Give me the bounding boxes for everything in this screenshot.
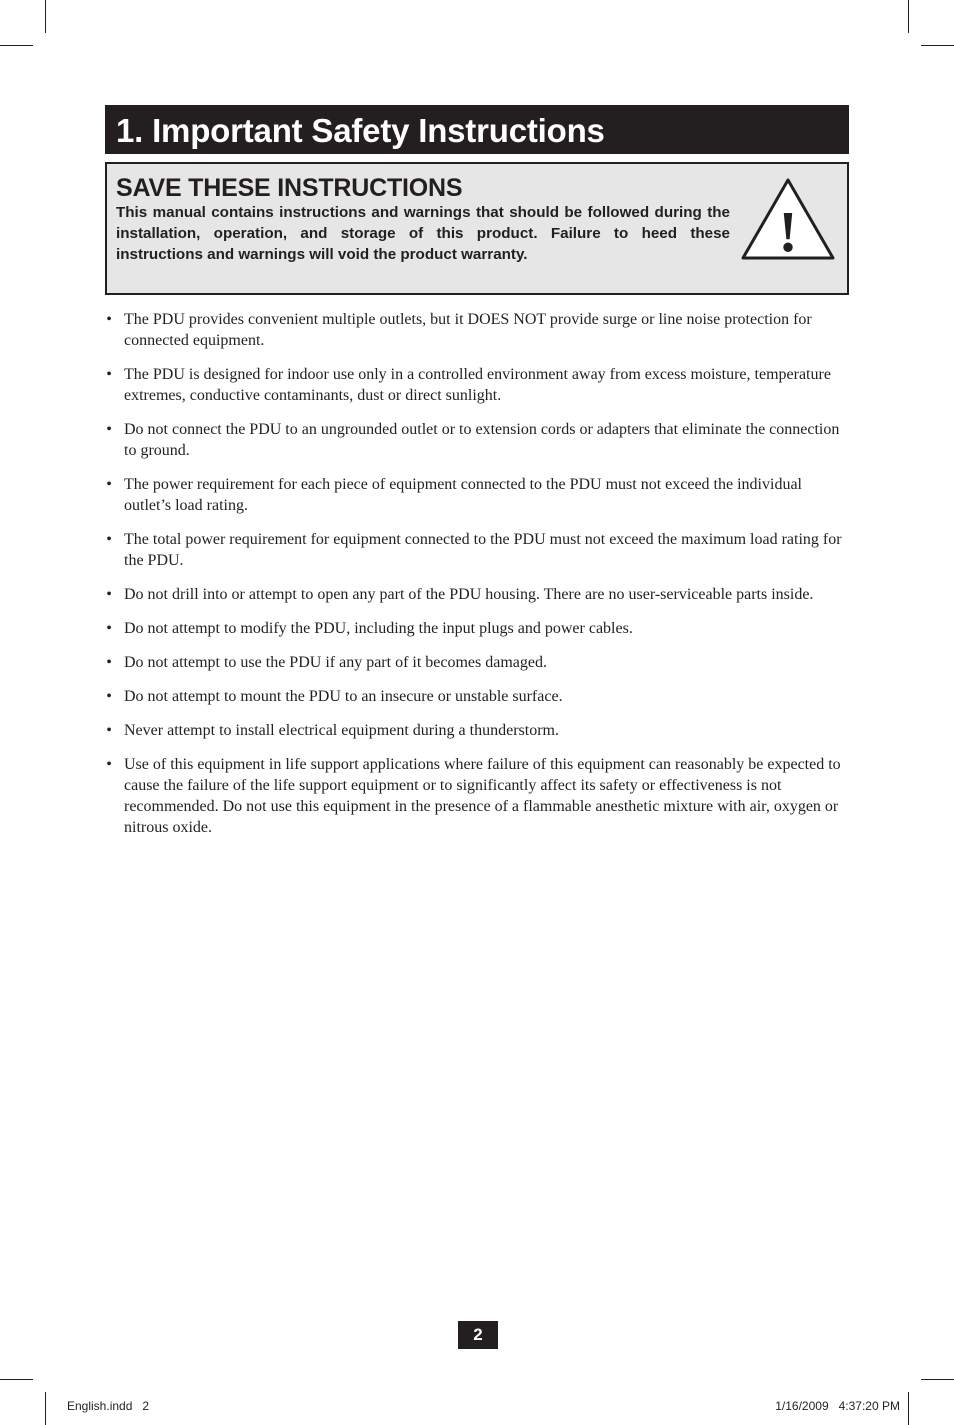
page-number: 2 (458, 1321, 498, 1349)
list-item (102, 529, 850, 571)
bullet-mark: • (106, 421, 112, 438)
safety-bullet-list (102, 309, 850, 851)
slug-timestamp: 1/16/2009 4:37:20 PM (775, 1399, 900, 1413)
warning-exclamation: ! (778, 199, 798, 262)
section-title: 1. Important Safety Instructions (116, 112, 605, 149)
crop-mark (908, 0, 909, 33)
bullet-mark: • (106, 586, 112, 603)
crop-mark (45, 1392, 46, 1425)
list-item (102, 618, 850, 639)
list-item (102, 686, 850, 707)
bullet-text: Do not attempt to mount the PDU to an insecure or unstable surface. (124, 688, 563, 705)
bullet-mark: • (106, 366, 112, 383)
list-item (102, 364, 850, 406)
list-item (102, 309, 850, 351)
bullet-text: The total power requirement for equipment connected to the PDU must not exceed the maximum load rating for the PDU. (124, 531, 842, 569)
bullet-text: The PDU is designed for indoor use only in a controlled environment away from excess moisture, temperature extremes, conductive contaminants, dust or direct sunlight. (124, 366, 831, 404)
crop-mark (908, 1392, 909, 1425)
crop-mark (0, 45, 33, 46)
warning-triangle-icon (739, 176, 837, 262)
list-item (102, 720, 850, 741)
crop-mark (45, 0, 46, 33)
crop-mark (921, 1379, 954, 1380)
list-item (102, 584, 850, 605)
bullet-text: Do not attempt to use the PDU if any part of it becomes damaged. (124, 654, 548, 671)
bullet-text: Do not attempt to modify the PDU, including the input plugs and power cables. (124, 620, 633, 637)
warning-box (105, 162, 849, 295)
slug-filename: English.indd 2 (67, 1399, 150, 1413)
warning-heading: SAVE THESE INSTRUCTIONS (116, 174, 463, 202)
bullet-text: Do not drill into or attempt to open any part of the PDU housing. There are no user-serviceable parts inside. (124, 586, 814, 603)
warning-body: This manual contains instructions and warnings that should be followed during the installation, operation, and storage of this product. Failure to heed these instructions and warnings will void the product warranty. (116, 204, 730, 263)
bullet-text: Do not connect the PDU to an ungrounded outlet or to extension cords or adapters that eliminate the connection to ground. (124, 421, 840, 459)
bullet-text: The PDU provides convenient multiple outlets, but it DOES NOT provide surge or line noise protection for connected equipment. (124, 311, 812, 349)
bullet-text: Never attempt to install electrical equipment during a thunderstorm. (124, 722, 559, 739)
section-title-bar (105, 105, 849, 154)
list-item (102, 754, 850, 838)
bullet-mark: • (106, 756, 112, 773)
bullet-mark: • (106, 531, 112, 548)
bullet-mark: • (106, 722, 112, 739)
list-item (102, 419, 850, 461)
bullet-text: Use of this equipment in life support applications where failure of this equipment can reasonably be expected to cause the failure of the life support equipment or to significantly affect its safety or effectiveness is not recommended. Do not use this equipment in the presence of a flammable anesthetic mixture with air, oxygen or nitrous oxide. (124, 756, 841, 836)
list-item (102, 652, 850, 673)
crop-mark (0, 1379, 33, 1380)
crop-mark (921, 45, 954, 46)
bullet-mark: • (106, 476, 112, 493)
bullet-text: The power requirement for each piece of equipment connected to the PDU must not exceed the individual outlet’s load rating. (124, 476, 802, 514)
list-item (102, 474, 850, 516)
bullet-mark: • (106, 620, 112, 637)
bullet-mark: • (106, 311, 112, 328)
bullet-mark: • (106, 688, 112, 705)
bullet-mark: • (106, 654, 112, 671)
